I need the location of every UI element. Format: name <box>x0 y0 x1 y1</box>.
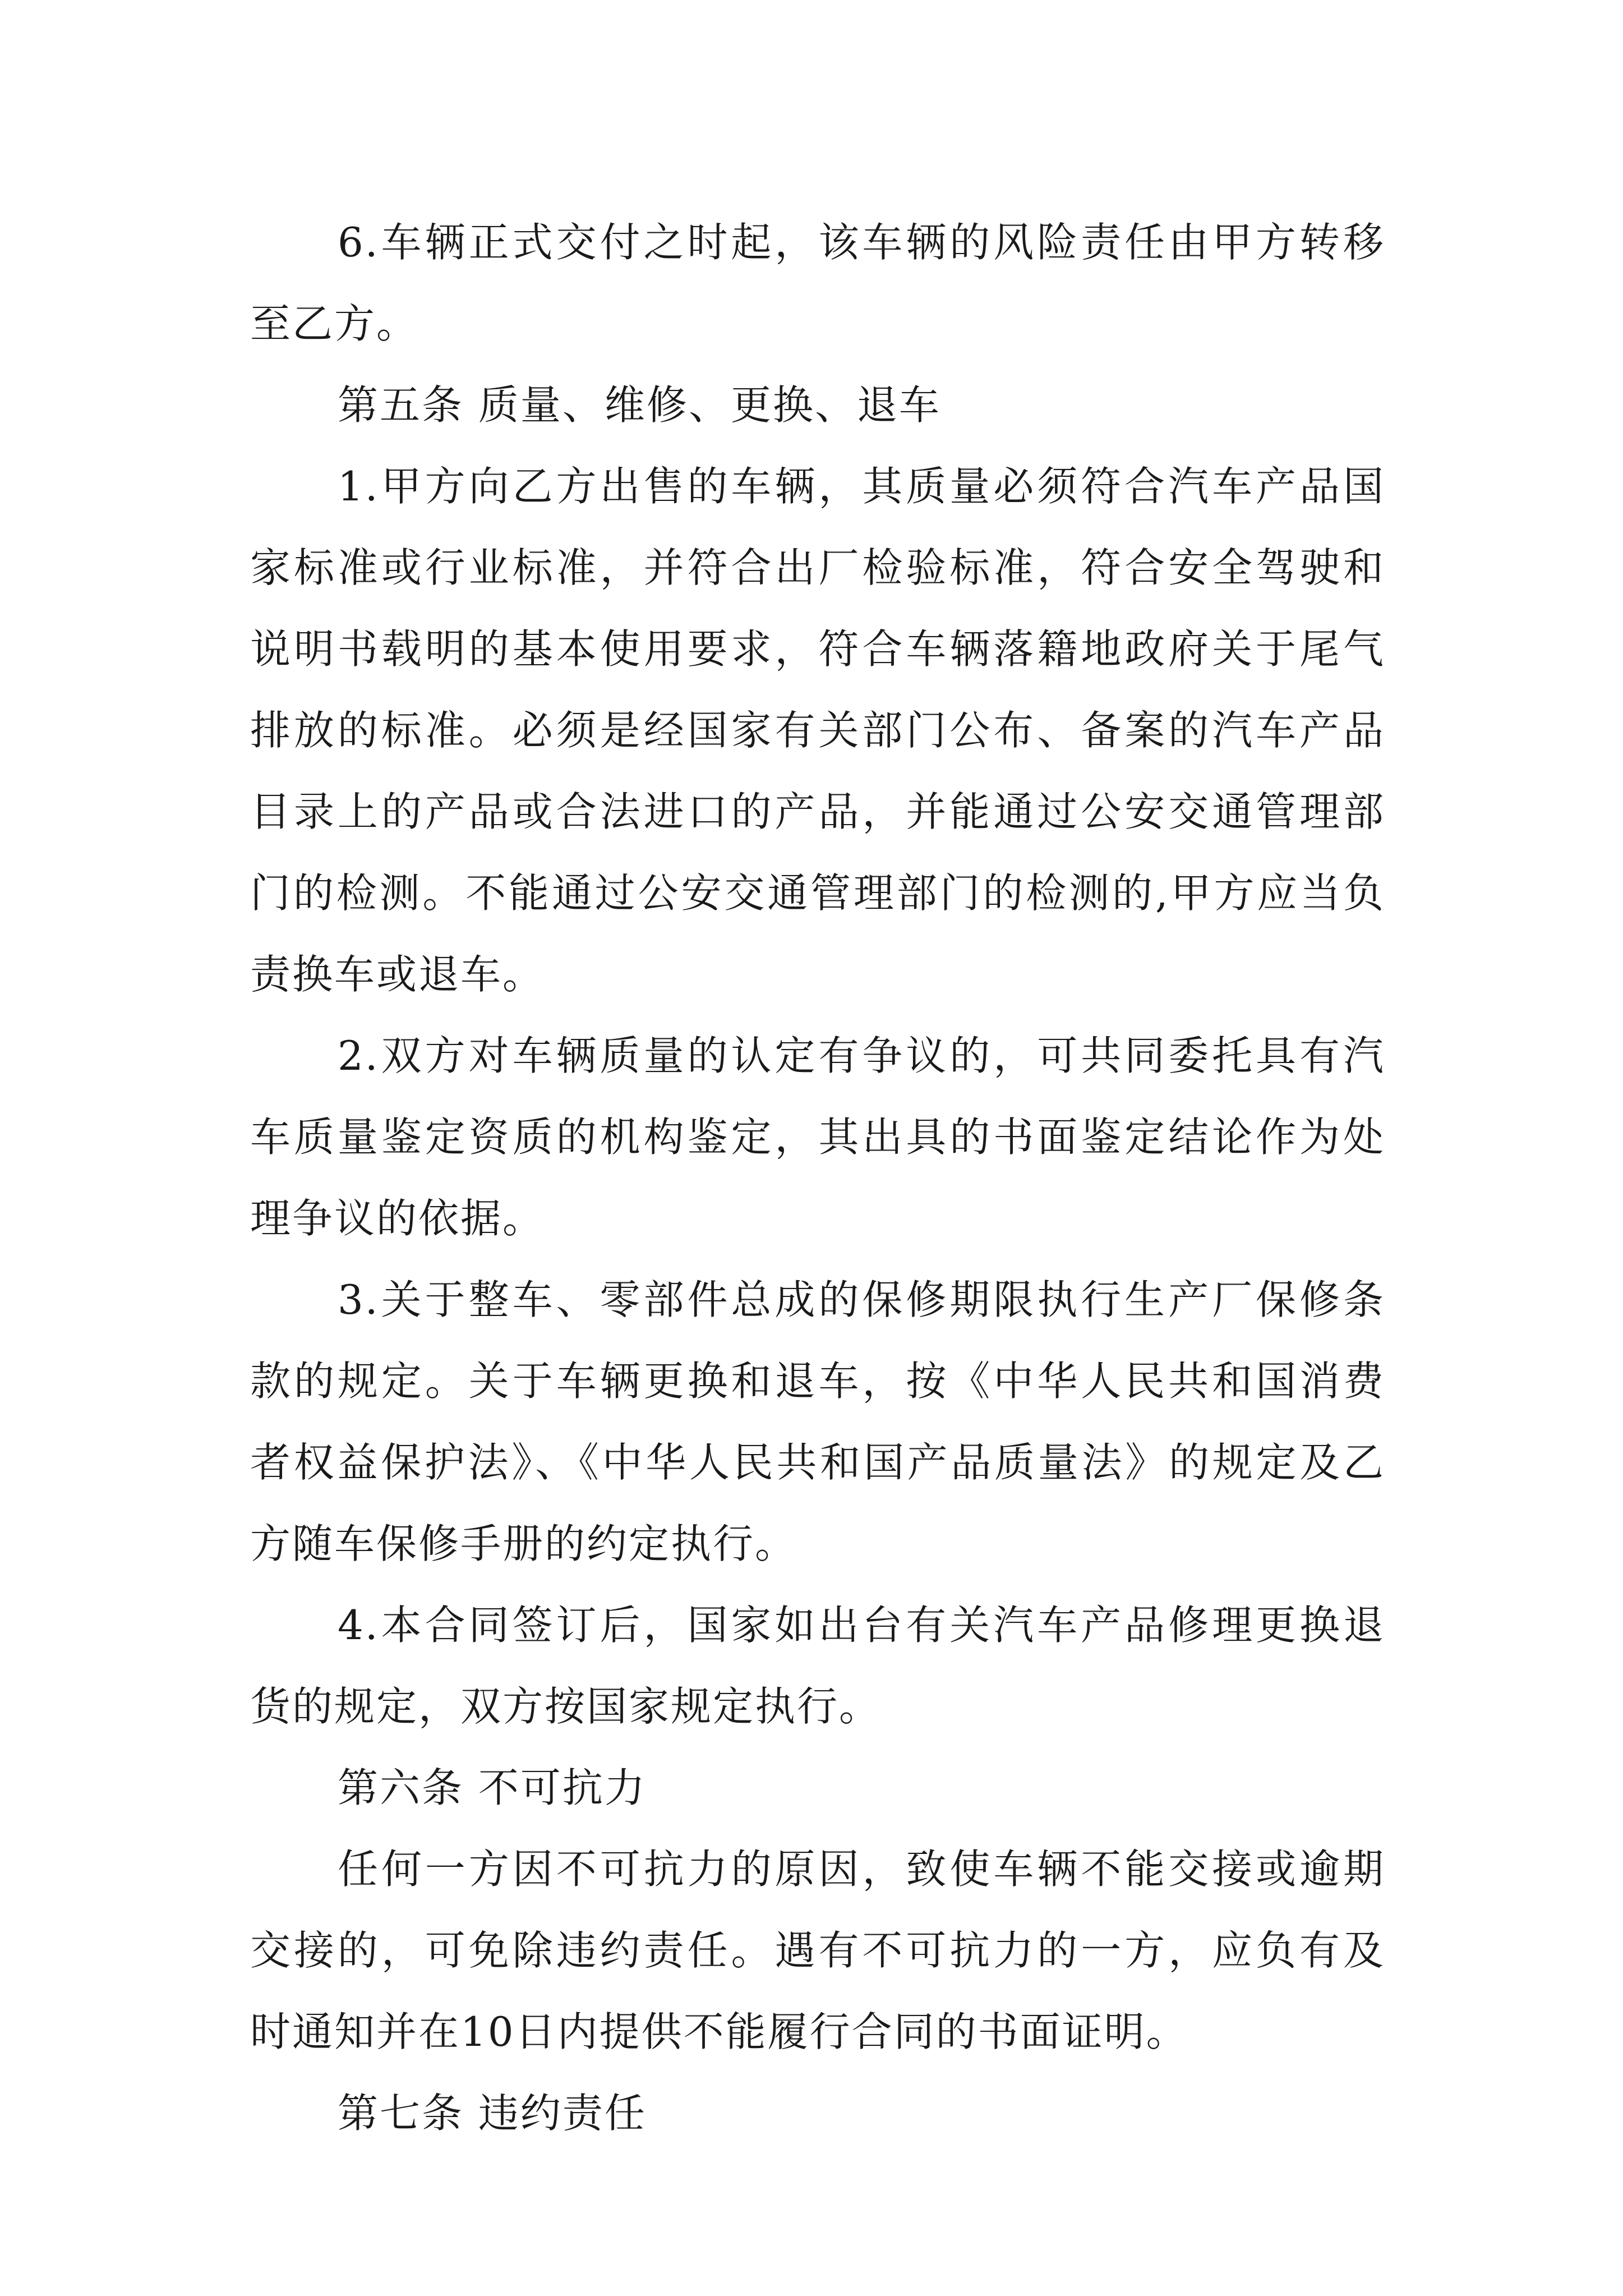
article-7-heading: 第七条 违约责任 <box>338 2090 647 2137</box>
clause-5-item-4: 4.本合同签订后，国家如出台有关汽车产品修理更换退货的规定，双方按国家规定执行。 <box>250 1602 1385 1730</box>
article-5-heading: 第五条 质量、维修、更换、退车 <box>338 381 941 429</box>
clause-6-body: 任何一方因不可抗力的原因，致使车辆不能交接或逾期交接的，可免除违约责任。遇有不可抗力的一方，应负有及时通知并在10日内提供不能履行合同的书面证明。 <box>250 1846 1385 2055</box>
clause-5-item-3: 3.关于整车、零部件总成的保修期限执行生产厂保修条款的规定。关于车辆更换和退车，按《中华人民共和国消费者权益保护法》、《中华人民共和国产品质量法》的规定及乙方随车保修手册的约定执行。 <box>250 1276 1385 1567</box>
article-6-heading: 第六条 不可抗力 <box>338 1764 647 1811</box>
document-body <box>250 202 1385 2154</box>
clause-5-item-2: 2.双方对车辆质量的认定有争议的，可共同委托具有汽车质量鉴定资质的机构鉴定，其出具的书面鉴定结论作为处理争议的依据。 <box>250 1032 1385 1242</box>
clause-5-item-1: 1.甲方向乙方出售的车辆，其质量必须符合汽车产品国家标准或行业标准，并符合出厂检验标准，符合安全驾驶和说明书载明的基本使用要求，符合车辆落籍地政府关于尾气排放的标准。必须是经国家有关部门公布、备案的汽车产品目录上的产品或合法进口的产品，并能通过公安交通管理部门的检测。不能通过公安交通管理部门的检测的,甲方应当负责换车或退车。 <box>250 463 1385 998</box>
clause-4-item-6: 6.车辆正式交付之时起，该车辆的风险责任由甲方转移至乙方。 <box>250 219 1385 347</box>
